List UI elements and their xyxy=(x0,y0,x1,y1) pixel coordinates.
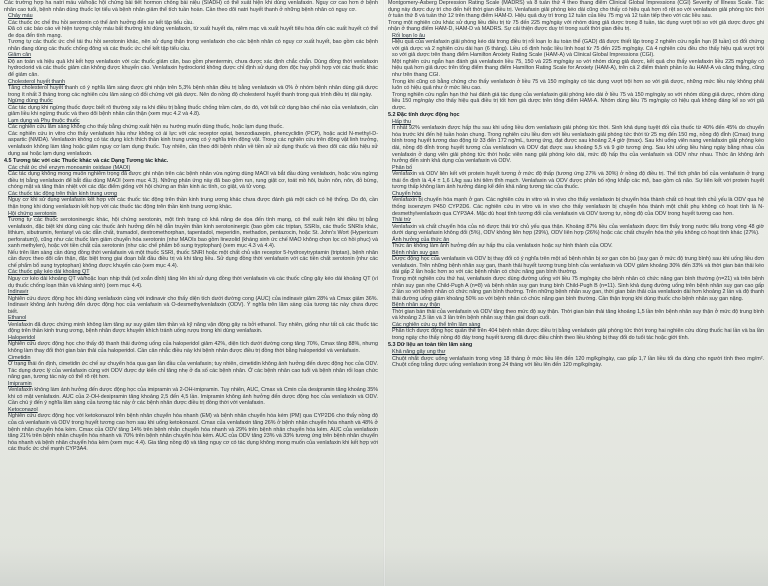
heading-lam-dung: Lạm dụng và Phụ thuộc thuốc xyxy=(8,117,80,124)
text-kha-nang-ung-thu xyxy=(388,356,764,369)
paragraph: Trong một nghiên cứu thứ hai, venlafaxin được dùng đường uống với liều 75 mg/ngày cho bệnh nhân có chức năng gan bình thường (n=21) và trên bệnh nhân suy gan nhẹ Child-Pugh A (n=8) và bệnh nhân suy gan trung bình Child-Pugh B (n=11). Sinh khả dụng đường uống trên bệnh nhân suy gan cao gấp 2 lần so với bệnh nhân có chức năng gan bình thường. Trên những bệnh nhân suy gan, thời gian bán thải của venlafaxin dài hơn khoảng 2 lần và độ thanh thải đường uống giảm khoảng 50% so với bệnh nhân có chức năng gan bình thường. Cần thận trọng khi dùng thuốc cho bệnh nhân suy gan nặng. xyxy=(392,275,764,302)
right-column xyxy=(388,0,764,586)
text-maoi xyxy=(4,171,378,191)
text-tktw xyxy=(4,197,378,210)
paragraph: Trong khi cũng có bằng chứng cho thấy venlafaxin ở liều 75 và 150 mg/ngày có tác dụng vượt trội hơn so với giả dược, những mức liều này không phải luôn có hiệu quả như ở mức liều cao. xyxy=(392,78,764,92)
text-imipramin xyxy=(4,387,378,407)
text-suy-than xyxy=(388,309,764,322)
paragraph: Dược động học của venlafaxin và ODV bị thay đổi có ý nghĩa trên một số bệnh nhân bị xơ gan còn bù (suy gan ở mức độ trung bình) sau khi uống liều đơn venlafaxin. Trên những bệnh nhân suy gan, thanh thải huyết tương trung bình của venlafaxin và ODV giảm khoảng 30% đến 33% và thời gian bán thải kéo dài gấp 2 lần hoặc hơn so với các bệnh nhân có chức năng gan bình thường. xyxy=(392,256,764,276)
heading-tktw: Các thuốc tác động trên thần kinh trung ương xyxy=(8,190,118,197)
text-qt xyxy=(4,276,378,289)
text-study-2 xyxy=(388,20,764,33)
heading-lam-sang: Các nghiên cứu cụ thể trên lâm sàng xyxy=(392,321,481,328)
paragraph: Các thuốc ức chế thu hồi serotonin có thể ảnh hưởng đến sự kết tập tiểu cầu. xyxy=(8,19,194,26)
section-heading-4-5: 4.5 Tương tác với các Thuốc khác và các Dạng Tương tác khác. xyxy=(4,158,169,165)
section-heading-5-3: 5.3 Dữ liệu an toàn tiền lâm sàng xyxy=(388,342,473,349)
paragraph: Thời gian bán thải của venlafaxin và ODV tăng theo mức độ suy thận. Thời gian bán thải tăng khoảng 1,5 lần trên bệnh nhân suy thận ở mức độ trung bình và khoảng 2,5 lần và 3 lần trên bệnh nhân suy thận giai đoạn cuối. xyxy=(392,308,764,322)
heading-giam-can: Giảm cân xyxy=(8,52,32,59)
paragraph: Trong nghiên cứu ngắn hạn thứ hai đánh giá tác dụng của venlafaxin giải phóng kéo dài ở liều 75 và 150 mg/ngày so với nhóm dùng giả dược, nhóm dùng liều 150 mg/ngày cho thấy hiệu quả điều trị tốt hơn giả dược trên tổng điểm HAM-A. Nhóm dùng liều 75 mg/ngày có hiệu quả không đáng kể so với giả dược. xyxy=(392,91,764,111)
text-serotonin xyxy=(4,217,378,269)
left-intro xyxy=(4,0,378,13)
heading-haloperidol: Haloperidol xyxy=(8,334,36,341)
heading-maoi: Các chất ức chế enzym monoamin oxidase (MAOI) xyxy=(8,164,131,171)
heading-thai-tru: Thải trừ xyxy=(392,217,411,224)
text-ethanol xyxy=(4,322,378,335)
paragraph: Thức ăn không làm ảnh hưởng đến sự hấp thu của venlafaxin hoặc sự hình thành của ODV. xyxy=(392,243,613,250)
heading-suy-gan: Bệnh nhân suy gan xyxy=(392,249,439,256)
paragraph: Nghiên cứu dược động học với ketokonazol trên bệnh nhân chuyển hóa nhanh (EM) và bệnh nhân chuyển hóa kém (PM) qua CYP2D6 cho thấy nồng độ của cả venlafaxin và ODV trong huyết tương cao hơn sau khi uống ketokonazol. Cmax của venlafaxin tăng 26% ở bệnh nhân chuyển hóa nhanh và 48% ở bệnh nhân chuyển hóa kém. Cmax của ODV tăng 14% trên bệnh nhân chuyển hóa nhanh và 29% trên bệnh nhân chuyển hóa kém. AUC của venlafaxin tăng 21% trên bệnh nhân chuyển hóa nhanh và 70% trên bệnh nhân chuyển hóa kém. AUC của ODV tăng 23% và 33% tương ứng trên bệnh nhân chuyển hóa nhanh và bệnh nhân chuyển hóa kém (xem mục 4.4). Gia tăng nồng độ và tăng nguy cơ có tác dụng không mong muốn của venlafaxin khi kết hợp với các thuốc ức chế mạnh CYP3A4. xyxy=(8,413,378,453)
paragraph: Các tác dụng khi ngừng thuốc được biết rõ thường xảy ra khi điều trị bằng thuốc chống trầm cảm, do đó, với bất cứ dạng bào chế nào của venlafaxin, cần giảm liều khi ngừng thuốc và theo dõi bệnh nhân cẩn thận (xem mục 4.2 và 4.8). xyxy=(8,104,378,118)
paragraph: Độ an toàn và hiệu quả khi kết hợp venlafaxin với các thuốc giảm cân, bao gồm phentermin, chưa được xác định chắc chắn. Dùng đồng thời venlafaxin hydroclorid và các thuốc giảm cân không được khuyến cáo. Venlafaxin hydroclorid không được chỉ định sử dụng đơn độc hay phối hợp với các thuốc khác để giảm cân. xyxy=(8,58,378,79)
heading-kha-nang-ung-thu: Khả năng gây ung thư xyxy=(392,348,446,355)
paragraph: Trong một nghiên cứu khác sử dụng liều điều trị từ 75 đến 225 mg/ngày với nhóm dùng giả dược trong 8 tuần, tác dụng vượt trội so với giả dược được ghi nhận ở thang điểm HAM-D, HAM-D và MADRS. Sự cải thiện được duy trì trong suốt thời gian điều trị. xyxy=(388,19,764,33)
text-haloperidol xyxy=(4,341,378,354)
text-indinavir xyxy=(4,296,378,316)
paragraph: Nếu trên lâm sàng cần dùng đồng thời venlafaxin và một thuốc SSRI, thuốc SNRI hoặc một chất chủ vận receptor 5-hydroxytryptamin (triptan), bệnh nhân cần được theo dõi cẩn thận, đặc biệt trong giai đoạn bắt đầu điều trị và khi tăng liều. Sử dụng đồng thời venlafaxin với các tiền chất serotonin (như các chế phẩm bổ sung tryptophan) không được khuyến cáo (xem mục 4.4). xyxy=(8,249,378,269)
heading-phan-bo: Phân bố xyxy=(392,164,413,171)
paragraph: Montgomery-Asberg Depression Rating Scale (MADRS) và 8 tuần thứ 4 theo thang điểm Clinical Global Impressions (CGI) Severity of Illness Scale. Tác dụng này được duy trì cho đến hết thời gian điều trị. Venlafaxin giải phóng kéo dài cũng cho thấy có hiệu quả hơn rõ rệt so với venlafaxin giải phóng tức thời ở tuần thứ 8 và tuần thứ 12 trên thang điểm HAM-D. Hiệu quả duy trì trong 12 tuần của liều 75 mg và 12 tuần tiếp theo với các liều sau. xyxy=(388,0,764,20)
paragraph: Ít nhất 92% venlafaxin được hấp thu sau khi uống liều đơn venlafaxin giải phóng tức thời. Sinh khả dụng tuyệt đối của thuốc từ 40% đến 45% do chuyển hóa trước khi đến hệ tuần hoàn chung. Trong nghiên cứu liều đơn với liều venlafaxin giải phóng tức thời từ 25 mg đến 150 mg, nồng độ đỉnh (Cmax) trung bình trong huyết tương dao động từ 33 đến 172 ng/mL, tương ứng, đạt được sau khoảng 2,4 giờ (tmax). Sau khi uống viên nang venlafaxin giải phóng kéo dài, nồng độ đỉnh trong huyết tương của venlafaxin và ODV đạt được sau khoảng 5,5 và 9 giờ tương ứng. Sau khi uống liều hàng ngày bằng nhau của venlafaxin ở dạng viên giải phóng tức thời hoặc viên nang giải phóng kéo dài, mức độ hấp thu của venlafaxin và ODV như nhau. Thức ăn không ảnh hưởng đến sinh khả dụng của venlafaxin và ODV. xyxy=(392,125,764,165)
text-chay-mau xyxy=(4,20,378,53)
heading-chay-mau: Chảy máu xyxy=(8,13,33,20)
heading-cimetidin: Cimetidin xyxy=(8,354,31,361)
text-roi-loan-lo-au xyxy=(388,39,764,91)
text-phan-bo xyxy=(388,171,764,191)
heading-suy-than: Bệnh nhân suy thận xyxy=(392,302,440,309)
section-heading-5-2: 5.2 Đặc tính dược động học xyxy=(388,112,460,119)
paragraph: Venlafaxin và ODV liên kết với protein huyết tương ở mức độ thấp (tương ứng 27% và 30%) ở nồng độ điều trị. Thể tích phân bố của venlafaxin ở trạng thái ổn định là 4,4 ± 1,6 L/kg sau khi tiêm tĩnh mạch. Venlafaxin và ODV được phân bố rộng khắp các mô, bao gồm cả não. Sự liên kết với protein huyết tương thấp không làm ảnh hưởng đáng kể đến khả năng tương tác của thuốc. xyxy=(392,171,764,191)
paragraph: Nghiên cứu dược động học khi dùng venlafaxin cùng với indinavir cho thấy diện tích dưới đường cong (AUC) của indinavir giảm 28% và Cmax giảm 36%. Indinavir không ảnh hưởng đến dược động học của venlafaxin và O-desmethylvenlafaxin (ODV). Ý nghĩa trên lâm sàng của tương tác này chưa được biết. xyxy=(8,295,378,315)
paragraph: Các trường hợp ha natri máu và/hoặc hội chứng bài tiết hormon chống bài niệu (SIADH) có thể xuất hiện khi dùng venlafaxin. Nguy cơ cao hơn ở bệnh nhân cao tuổi, bệnh nhân dùng thuốc lợi tiểu và bệnh nhân giảm thể tích tuần hoàn. Cần theo dõi natri huyết thanh ở những bệnh nhân có nguy cơ. xyxy=(4,0,378,13)
paragraph: Tương tự các thuốc serotoninergic khác, hội chứng serotonin, một tình trạng có khả năng đe dọa đến tính mạng, có thể xuất hiện khi điều trị bằng venlafaxin, đặc biệt khi dùng cùng các thuốc ảnh hưởng đến hệ dẫn truyền thần kinh serotoninergic (bao gồm các triptan, SSRIs, các thuốc SNRIs khác, lithium, sibutramin, fentanyl và các dẫn chất, tramadol, dextromethorphan, tapentadol, meperidin, methadon, pentazocin, hoặc St. John's Wort (Hypericum perforatum)), cũng như các thuốc làm giảm chuyển hóa serotonin (như MAOIs bao gồm linezolid (kháng sinh ức chế MAO không chọn lọc có hồi phục) và xanh methylen), hoặc với tiền chất của serotonin (như các chế phẩm bổ sung tryptophan) (xem mục 4.3 và 4.4). xyxy=(8,217,378,250)
heading-imipramin: Imipramin xyxy=(8,380,32,387)
heading-ketoconazol: Ketoconazol xyxy=(8,406,38,413)
text-ngung-thuoc xyxy=(4,105,378,118)
paragraph: Ở trạng thái ổn định, cimetidin ức chế sự chuyển hóa qua gan lần đầu của venlafaxin; tuy nhiên, cimetidin không ảnh hưởng đến dược động học của ODV. Tác dụng dược lý của venlafaxin cùng với ODV được dự kiến chỉ tăng nhẹ ở đa số các bệnh nhân. Ở các bệnh nhân cao tuổi và bệnh nhân rối loạn chức năng gan, tương tác này có thể rõ rệt hơn. xyxy=(8,361,378,381)
paragraph: Venlafaxin đã được chứng minh không làm tăng sự suy giảm tâm thần và kỹ năng vận động gây ra bởi ethanol. Tuy nhiên, giống như tất cả các thuốc tác động trên thần kinh trung ương, bệnh nhân được khuyến khích tránh uống rượu trong khi dùng venlafaxin. xyxy=(8,321,378,335)
paragraph: Các nghiên cứu in vitro cho thấy venlafaxin hầu như không có ái lực với các receptor opiat, benzodiazepin, phencyclidin (PCP), hoặc acid N-methyl-D-aspartic (NMDA). Venlafaxin không có tác dụng kích thích thần kinh trung ương có ý nghĩa trên động vật. Trong các nghiên cứu trên động vật linh trưởng, venlafaxin không làm tăng hoặc giảm nguy cơ lạm dụng thuốc. Tuy nhiên, cần theo dõi bệnh nhân về tiền sử sử dụng thuốc và theo dõi các dấu hiệu sử dụng sai hoặc lạm dụng venlafaxin. xyxy=(8,130,378,157)
heading-ngung-thuoc: Ngừng dùng thuốc xyxy=(8,98,53,105)
heading-anh-huong-thuc-an: Ảnh hưởng của thức ăn xyxy=(392,236,450,243)
right-intro xyxy=(388,0,764,20)
heading-indinavir: Indinavir xyxy=(8,289,29,296)
text-hap-thu xyxy=(388,125,764,164)
paragraph: Các nghiên cứu lâm sàng không cho thấy bằng chứng xuất hiện xu hướng muốn dùng thuốc, hoặc lạm dụng thuốc. xyxy=(8,124,284,131)
paragraph: Phân tích dược động học quần thể trên 404 bệnh nhân được điều trị bằng venlafaxin giải phóng tức thời trong hai nghiên cứu dùng thuốc hai lần và ba lần trong ngày cho thấy nồng độ đáy trong huyết tương đã được điều chỉnh theo liều không bị thay đổi do tuổi tác hoặc giới tính. xyxy=(392,328,764,341)
heading-hap-thu: Hấp thu xyxy=(392,118,411,125)
paragraph: Nguy cơ kéo dài khoảng QT và/hoặc loạn nhịp thất (vd xoắn đỉnh) tăng lên khi sử dụng đồng thời venlafaxin và các thuốc cũng gây kéo dài khoảng QT (ví dụ thuốc chống loạn thần và kháng sinh) (xem mục 4.4). xyxy=(8,275,378,289)
text-cimetidin xyxy=(4,361,378,381)
heading-cholesterol: Cholesterol huyết thanh xyxy=(8,78,65,85)
paragraph: Nguy cơ khi sử dụng venlafaxin kết hợp với các thuốc tác động trên thần kinh trung ương khác chưa được đánh giá một cách có hệ thống. Do đó, cần thận trọng khi dùng venlafaxin kết hợp với các thuốc tác động trên thần kinh trung ương khác. xyxy=(8,197,378,210)
heading-ethanol: Ethanol xyxy=(8,315,27,322)
left-column xyxy=(4,0,378,586)
heading-qt: Các thuốc gây kéo dài khoảng QT xyxy=(8,269,90,276)
text-ketoconazol xyxy=(4,413,378,452)
paragraph: Venlafaxin không làm ảnh hưởng đến dược động học của imipramin và 2-OH-imipramin. Tuy nhiên, AUC, Cmax và Cmin của desipramin tăng khoảng 35% khi có mặt venlafaxin. AUC của 2-OH-desipramin tăng khoảng 2,5 đến 4,5 lần. Imipramin không ảnh hưởng đến dược động học của venlafaxin và ODV. Cần chú ý đến ý nghĩa lâm sàng của tương tác này ở các bệnh nhân được điều trị đồng thời với venlafaxin. xyxy=(8,387,378,407)
text-study-3 xyxy=(388,92,764,112)
text-cholesterol xyxy=(4,85,378,98)
paragraph: Đã có các báo cáo về hiện tượng chảy máu bất thường khi dùng venlafaxin, từ xuất huyết da, niêm mạc và xuất huyết tiêu hóa đến các xuất huyết có thể đe dọa đến tính mạng. xyxy=(8,26,378,39)
paragraph: Các tác dụng không mong muốn nghiêm trọng đã được ghi nhận trên các bệnh nhân vừa ngừng dùng MAOI và bắt đầu dùng venlafaxin, hoặc vừa ngừng điều trị bằng venlafaxin để bắt đầu dùng MAOI (xem mục 4.3). Những phản ứng này đã bao gồm run, rung giật cơ, toát mồ hôi, buồn nôn, nôn, đỏ bừng, chóng mặt và tăng thân nhiệt với các đặc điểm giống với hội chứng an thần kinh ác tính, co giật, và tử vong. xyxy=(8,171,378,191)
text-lam-sang xyxy=(388,328,764,341)
paragraph: Chuột nhắt được uống venlafaxin trong vòng 18 tháng ở mức liều lên đến 120 mg/kg/ngày, cao gấp 1,7 lần liều tối đa dùng cho người tính theo mg/m². Chuột cống trắng được uống venlafaxin trong 24 tháng với liều lên đến 120 mg/kg/ngày. xyxy=(392,355,764,369)
page-fold xyxy=(383,0,386,586)
text-thai-tru xyxy=(388,224,764,237)
paragraph: Venlafaxin bị chuyển hóa mạnh ở gan. Các nghiên cứu in vitro và in vivo cho thấy venlafaxin bị chuyển hóa thành chất có hoạt tính chủ yếu là ODV qua hệ thống isoenzym P450 CYP2D6. Các nghiên cứu in vitro và in vivo cho thấy venlafaxin bị chuyển hóa thành một chất phụ không có hoạt tính là N-desmethylvenlafaxin qua CYP3A4. Mặc dù hoạt tính tương đối của venlafaxin và ODV tương tự, nồng độ của ODV trong huyết tương cao hơn. xyxy=(392,197,764,217)
paragraph: Venlafaxin và chất chuyển hóa của nó được thải trừ chủ yếu qua thận. Khoảng 87% liều của venlafaxin được tìm thấy trong nước tiểu trong vòng 48 giờ dưới dạng venlafaxin không đổi (5%), ODV không liên hợp (29%), ODV liên hợp (26%) hoặc các chất chuyển hóa thứ yếu không có hoạt tính khác (27%). xyxy=(392,223,764,237)
paragraph: Tương tự các thuốc ức chế tái thu hồi serotonin khác, nên sử dụng thận trọng venlafaxin cho các bệnh nhân có nguy cơ xuất huyết, bao gồm các bệnh nhân đang dùng các thuốc chống đông và các thuốc ức chế kết tập tiểu cầu. xyxy=(8,39,378,52)
heading-roi-loan-lo-au: Rối loạn lo âu xyxy=(392,32,425,39)
paragraph: Nghiên cứu dược động học cho thấy độ thanh thải đường uống của haloperidol giảm 42%, diện tích dưới đường cong tăng 70%, Cmax tăng 88%, nhưng không làm thay đổi thời gian bán thải của haloperidol. Cần cân nhắc điều này khi bệnh nhân được điều trị đồng thời bằng haloperidol và venlafaxin. xyxy=(8,341,378,354)
text-giam-can xyxy=(4,59,378,79)
text-chuyen-hoa xyxy=(388,197,764,217)
heading-chuyen-hoa: Chuyển hóa xyxy=(392,190,422,197)
paragraph: Tăng cholesterol huyết thanh có ý nghĩa lâm sàng được ghi nhận trên 5,3% bệnh nhân điều trị bằng venlafaxin và 0% ở nhóm bệnh nhân dùng giả dược trong ít nhất 3 tháng trong các nghiên cứu lâm sàng có đối chứng với giả dược. Nên đo nồng độ cholesterol huyết thanh trong quá trình điều trị dài ngày. xyxy=(8,85,378,98)
heading-serotonin: Hội chứng serotonin xyxy=(8,210,57,217)
text-lam-dung xyxy=(4,124,378,157)
paragraph: Hiệu quả của venlafaxin giải phóng kéo dài trong điều trị rối loạn lo âu toàn thể (GAD) đã được thiết lập trong 2 nghiên cứu ngắn hạn (8 tuần) có đối chứng với giả dược và 2 nghiên cứu dài hạn (6 tháng). Liều cố định hoặc liều linh hoạt từ 75 đến 225 mg/ngày. Cả 4 nghiên cứu đều cho thấy hiệu quả vượt trội so với giả dược trên thang điểm Hamilton Anxiety Rating Scale (HAM-A) và Clinical Global Impressions (CGI). xyxy=(392,39,764,59)
text-suy-gan xyxy=(388,256,764,302)
paragraph: Một nghiên cứu ngắn hạn đánh giá venlafaxin liều 75, 150 và 225 mg/ngày so với nhóm dùng giả dược, kết quả cho thấy venlafaxin liều 225 mg/ngày có hiệu quả hơn giả dược trên tổng điểm thang điểm Hamilton Rating Scale for Anxiety (HAM-A), trên cả 2 điểm thành phần lo âu HAM-A và căng thẳng, cũng như trên thang CGI. xyxy=(392,58,764,79)
